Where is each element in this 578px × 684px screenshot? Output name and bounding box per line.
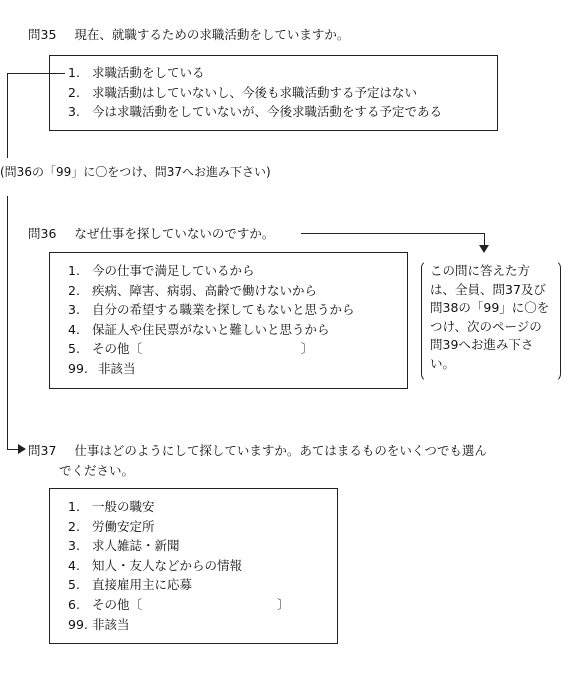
q36-arrow-horizontal — [301, 233, 485, 234]
q36-heading — [28, 224, 274, 242]
q37-number: 問37 — [28, 443, 57, 458]
q35-options-list — [68, 63, 442, 122]
q35-number: 問35 — [28, 27, 57, 42]
q36-options-list — [68, 261, 355, 379]
q35-option-2[interactable]: 2. 求職活動はしていないし、今後も求職活動する予定はない — [68, 84, 418, 100]
q37-heading — [28, 441, 487, 459]
q36-side-note: この問に答えた方 は、全員、問37及び 問38の「99」に〇を つけ、次のページの 問39へお進み下さ い。 — [430, 263, 550, 371]
q37-option-1[interactable]: 1. 一般の職安 — [68, 499, 155, 514]
connector-vertical-lower — [7, 196, 8, 450]
q37-question-text-line1: 仕事はどのようにして探していますか。あてはまるものをいくつでも選ん — [74, 443, 487, 458]
q37-question-text-line2: でください。 — [59, 463, 135, 478]
q36-question-text: なぜ仕事を探していないのですか。 — [74, 226, 275, 241]
q37-option-6[interactable]: 6. その他〔 〕 — [68, 596, 290, 612]
q36-option-1[interactable]: 1. 今の仕事で満足しているから — [68, 263, 255, 278]
q35-heading — [28, 25, 349, 43]
q37-option-99[interactable]: 99. 非該当 — [68, 616, 130, 632]
q36-option-3[interactable]: 3. 自分の希望する職業を探してもないと思うから — [68, 302, 355, 318]
connector-top-line — [7, 73, 65, 74]
q37-option-2[interactable]: 2. 労働安定所 — [68, 518, 155, 534]
arrow-down-icon — [479, 245, 489, 253]
q36-number: 問36 — [28, 226, 57, 241]
q35-option-3[interactable]: 3. 今は求職活動をしていないが、今後求職活動をする予定である — [68, 104, 443, 120]
skip-note: (問36の「99」に〇をつけ、問37へお進み下さい) — [0, 165, 271, 179]
q37-option-3[interactable]: 3. 求人雑誌・新聞 — [68, 538, 180, 554]
q37-options-list — [68, 497, 290, 634]
q37-option-5[interactable]: 5. 直接雇用主に応募 — [68, 577, 193, 593]
q36-option-99[interactable]: 99. 非該当 — [68, 360, 136, 376]
q36-option-5[interactable]: 5. その他〔 〕 — [68, 341, 314, 357]
q36-option-2[interactable]: 2. 疾病、障害、病弱、高齢で働けないから — [68, 282, 318, 298]
q37-option-4[interactable]: 4. 知人・友人などからの情報 — [68, 557, 243, 573]
q35-option-1[interactable]: 1. 求職活動をしている — [68, 65, 205, 80]
q35-question-text: 現在、就職するための求職活動をしていますか。 — [74, 27, 350, 42]
connector-vertical-upper — [7, 73, 8, 158]
q36-option-4[interactable]: 4. 保証人や住民票がないと難しいと思うから — [68, 321, 330, 337]
arrow-right-icon — [18, 444, 26, 454]
